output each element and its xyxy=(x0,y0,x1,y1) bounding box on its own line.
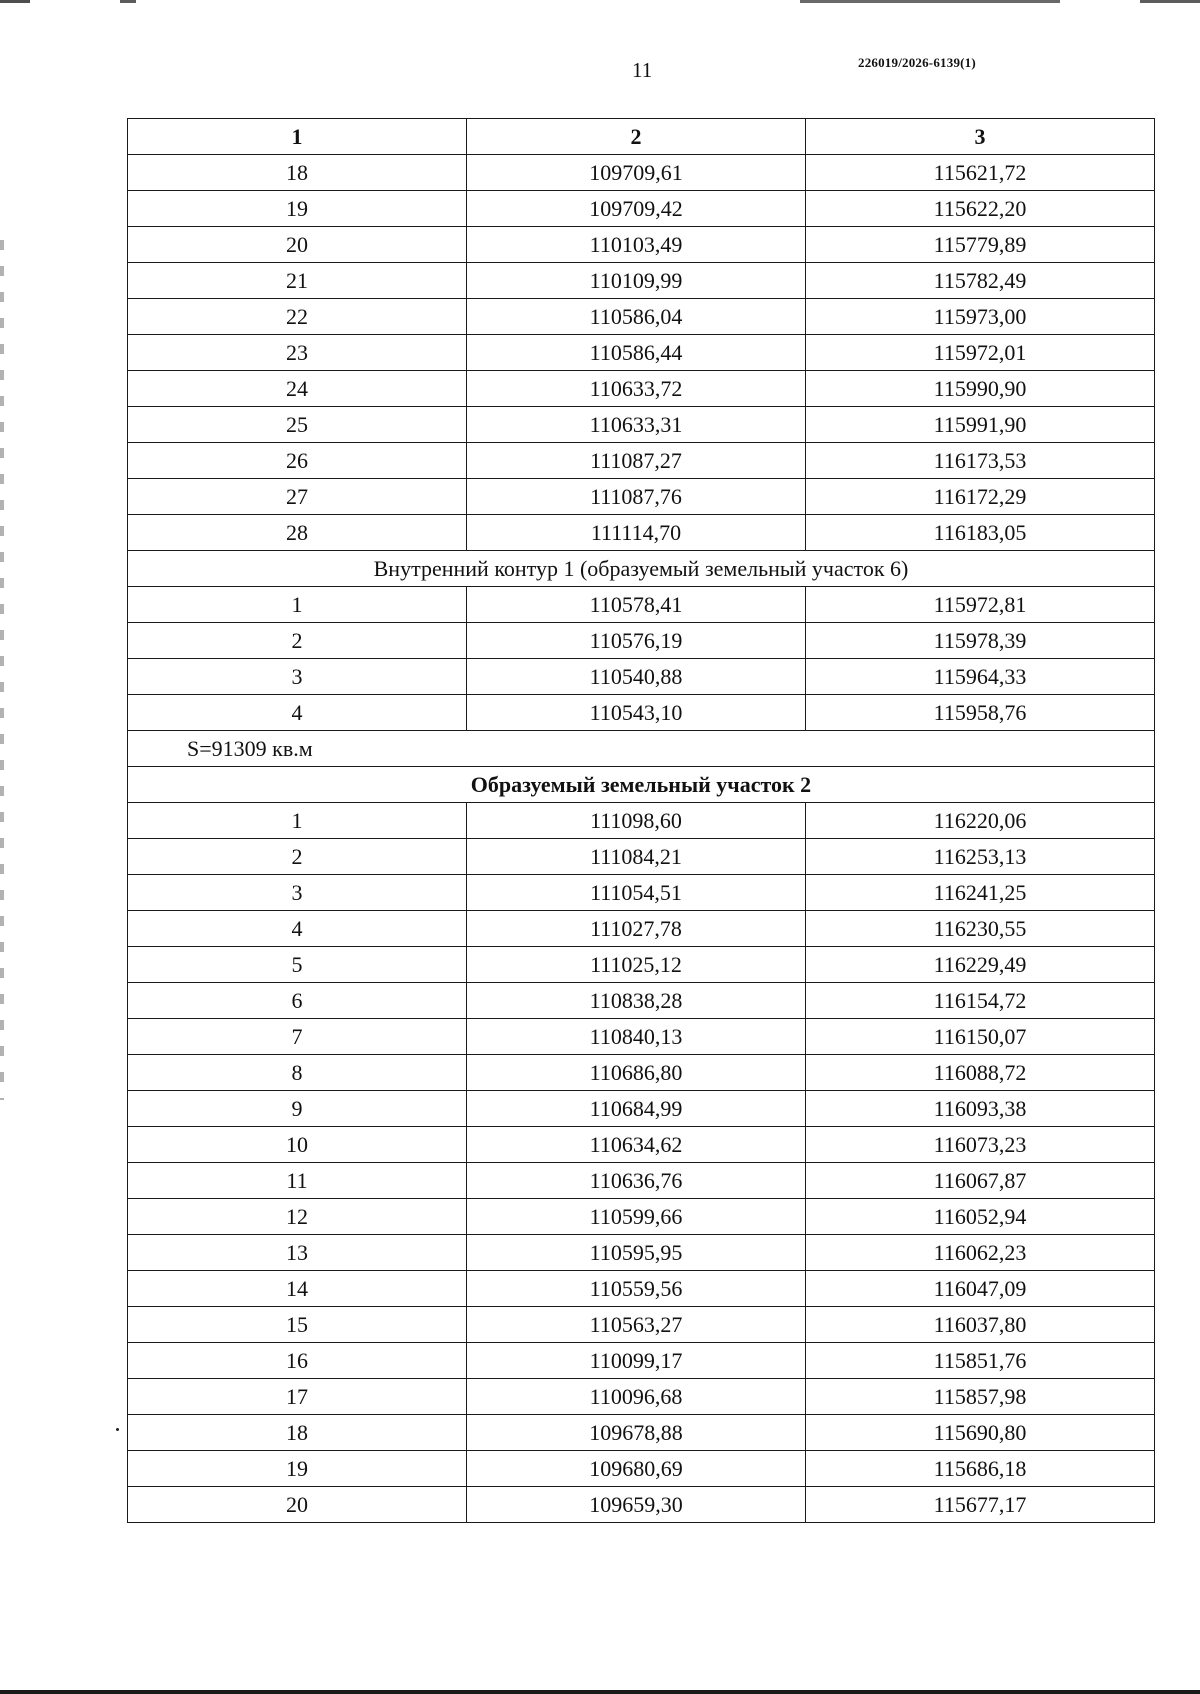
x-coordinate: 110543,10 xyxy=(467,695,806,731)
table-row xyxy=(128,1235,1155,1271)
point-number: 12 xyxy=(128,1199,467,1235)
x-coordinate: 111054,51 xyxy=(467,875,806,911)
x-coordinate: 110109,99 xyxy=(467,263,806,299)
table-row xyxy=(128,1163,1155,1199)
table-row xyxy=(128,1055,1155,1091)
y-coordinate: 115958,76 xyxy=(806,695,1155,731)
x-coordinate: 110686,80 xyxy=(467,1055,806,1091)
inner-contour-title-row xyxy=(128,551,1155,587)
scan-left-edge xyxy=(0,240,4,1100)
x-coordinate: 110578,41 xyxy=(467,587,806,623)
x-coordinate: 110636,76 xyxy=(467,1163,806,1199)
table-row xyxy=(128,1307,1155,1343)
y-coordinate: 115677,17 xyxy=(806,1487,1155,1523)
point-number: 16 xyxy=(128,1343,467,1379)
point-number: 10 xyxy=(128,1127,467,1163)
x-coordinate: 111025,12 xyxy=(467,947,806,983)
table-row xyxy=(128,1127,1155,1163)
x-coordinate: 111114,70 xyxy=(467,515,806,551)
point-number: 3 xyxy=(128,659,467,695)
point-number: 20 xyxy=(128,227,467,263)
y-coordinate: 116093,38 xyxy=(806,1091,1155,1127)
y-coordinate: 116230,55 xyxy=(806,911,1155,947)
point-number: 26 xyxy=(128,443,467,479)
x-coordinate: 110634,62 xyxy=(467,1127,806,1163)
x-coordinate: 110840,13 xyxy=(467,1019,806,1055)
table-row xyxy=(128,947,1155,983)
table-row xyxy=(128,263,1155,299)
x-coordinate: 111087,27 xyxy=(467,443,806,479)
point-number: 14 xyxy=(128,1271,467,1307)
table-row xyxy=(128,839,1155,875)
y-coordinate: 115686,18 xyxy=(806,1451,1155,1487)
point-number: 13 xyxy=(128,1235,467,1271)
coordinates-table-body xyxy=(128,119,1155,1523)
scan-speck xyxy=(116,1428,119,1431)
y-coordinate: 115621,72 xyxy=(806,155,1155,191)
y-coordinate: 116183,05 xyxy=(806,515,1155,551)
x-coordinate: 110576,19 xyxy=(467,623,806,659)
y-coordinate: 115690,80 xyxy=(806,1415,1155,1451)
table-row xyxy=(128,1271,1155,1307)
column-header-y: 3 xyxy=(806,119,1155,155)
y-coordinate: 116062,23 xyxy=(806,1235,1155,1271)
x-coordinate: 110838,28 xyxy=(467,983,806,1019)
point-number: 11 xyxy=(128,1163,467,1199)
y-coordinate: 115990,90 xyxy=(806,371,1155,407)
table-row xyxy=(128,371,1155,407)
x-coordinate: 110103,49 xyxy=(467,227,806,263)
area-value: S=91309 кв.м xyxy=(128,731,1155,767)
point-number: 27 xyxy=(128,479,467,515)
point-number: 5 xyxy=(128,947,467,983)
x-coordinate: 110633,72 xyxy=(467,371,806,407)
table-row xyxy=(128,1415,1155,1451)
x-coordinate: 110096,68 xyxy=(467,1379,806,1415)
point-number: 1 xyxy=(128,587,467,623)
y-coordinate: 116220,06 xyxy=(806,803,1155,839)
point-number: 20 xyxy=(128,1487,467,1523)
table-row xyxy=(128,1019,1155,1055)
y-coordinate: 116047,09 xyxy=(806,1271,1155,1307)
inner-contour-title: Внутренний контур 1 (образуемый земельный участок 6) xyxy=(128,551,1155,587)
y-coordinate: 116150,07 xyxy=(806,1019,1155,1055)
point-number: 7 xyxy=(128,1019,467,1055)
point-number: 8 xyxy=(128,1055,467,1091)
y-coordinate: 115851,76 xyxy=(806,1343,1155,1379)
y-coordinate: 116172,29 xyxy=(806,479,1155,515)
table-header-row xyxy=(128,119,1155,155)
table-row xyxy=(128,479,1155,515)
point-number: 18 xyxy=(128,1415,467,1451)
table-row xyxy=(128,911,1155,947)
x-coordinate: 110099,17 xyxy=(467,1343,806,1379)
table-row xyxy=(128,1379,1155,1415)
x-coordinate: 109678,88 xyxy=(467,1415,806,1451)
y-coordinate: 115857,98 xyxy=(806,1379,1155,1415)
coordinates-table xyxy=(127,118,1155,1523)
column-header-x: 2 xyxy=(467,119,806,155)
table-row xyxy=(128,1343,1155,1379)
table-row xyxy=(128,515,1155,551)
y-coordinate: 115779,89 xyxy=(806,227,1155,263)
y-coordinate: 115972,01 xyxy=(806,335,1155,371)
table-row xyxy=(128,1451,1155,1487)
point-number: 9 xyxy=(128,1091,467,1127)
x-coordinate: 110586,04 xyxy=(467,299,806,335)
table-row xyxy=(128,1091,1155,1127)
y-coordinate: 116173,53 xyxy=(806,443,1155,479)
table-row xyxy=(128,875,1155,911)
point-number: 19 xyxy=(128,191,467,227)
table-row xyxy=(128,983,1155,1019)
x-coordinate: 109709,61 xyxy=(467,155,806,191)
y-coordinate: 115978,39 xyxy=(806,623,1155,659)
x-coordinate: 111084,21 xyxy=(467,839,806,875)
page-number: 11 xyxy=(632,58,653,82)
point-number: 1 xyxy=(128,803,467,839)
y-coordinate: 116037,80 xyxy=(806,1307,1155,1343)
table-row xyxy=(128,587,1155,623)
point-number: 3 xyxy=(128,875,467,911)
point-number: 17 xyxy=(128,1379,467,1415)
point-number: 6 xyxy=(128,983,467,1019)
point-number: 18 xyxy=(128,155,467,191)
x-coordinate: 111098,60 xyxy=(467,803,806,839)
scan-top-edge xyxy=(0,0,1200,3)
point-number: 2 xyxy=(128,623,467,659)
x-coordinate: 110633,31 xyxy=(467,407,806,443)
table-row xyxy=(128,659,1155,695)
y-coordinate: 116052,94 xyxy=(806,1199,1155,1235)
table-row xyxy=(128,803,1155,839)
x-coordinate: 109659,30 xyxy=(467,1487,806,1523)
y-coordinate: 116241,25 xyxy=(806,875,1155,911)
y-coordinate: 116088,72 xyxy=(806,1055,1155,1091)
section-title-row xyxy=(128,767,1155,803)
x-coordinate: 109709,42 xyxy=(467,191,806,227)
point-number: 22 xyxy=(128,299,467,335)
y-coordinate: 116067,87 xyxy=(806,1163,1155,1199)
x-coordinate: 111087,76 xyxy=(467,479,806,515)
table-row xyxy=(128,227,1155,263)
x-coordinate: 109680,69 xyxy=(467,1451,806,1487)
x-coordinate: 111027,78 xyxy=(467,911,806,947)
table-row xyxy=(128,695,1155,731)
x-coordinate: 110586,44 xyxy=(467,335,806,371)
x-coordinate: 110540,88 xyxy=(467,659,806,695)
point-number: 25 xyxy=(128,407,467,443)
table-row xyxy=(128,335,1155,371)
table-row xyxy=(128,191,1155,227)
table-row xyxy=(128,1487,1155,1523)
y-coordinate: 115782,49 xyxy=(806,263,1155,299)
scan-bottom-edge xyxy=(0,1690,1200,1694)
table-row xyxy=(128,407,1155,443)
column-header-point: 1 xyxy=(128,119,467,155)
table-row xyxy=(128,1199,1155,1235)
point-number: 15 xyxy=(128,1307,467,1343)
x-coordinate: 110595,95 xyxy=(467,1235,806,1271)
table-row xyxy=(128,443,1155,479)
document-number: 226019/2026-6139(1) xyxy=(858,55,976,70)
area-row xyxy=(128,731,1155,767)
point-number: 24 xyxy=(128,371,467,407)
point-number: 21 xyxy=(128,263,467,299)
y-coordinate: 116253,13 xyxy=(806,839,1155,875)
point-number: 2 xyxy=(128,839,467,875)
point-number: 28 xyxy=(128,515,467,551)
y-coordinate: 115972,81 xyxy=(806,587,1155,623)
y-coordinate: 115991,90 xyxy=(806,407,1155,443)
y-coordinate: 115973,00 xyxy=(806,299,1155,335)
section-title: Образуемый земельный участок 2 xyxy=(128,767,1155,803)
table-row xyxy=(128,623,1155,659)
point-number: 19 xyxy=(128,1451,467,1487)
y-coordinate: 115622,20 xyxy=(806,191,1155,227)
x-coordinate: 110684,99 xyxy=(467,1091,806,1127)
y-coordinate: 116229,49 xyxy=(806,947,1155,983)
x-coordinate: 110563,27 xyxy=(467,1307,806,1343)
y-coordinate: 115964,33 xyxy=(806,659,1155,695)
x-coordinate: 110559,56 xyxy=(467,1271,806,1307)
table-row xyxy=(128,299,1155,335)
point-number: 4 xyxy=(128,911,467,947)
point-number: 23 xyxy=(128,335,467,371)
y-coordinate: 116073,23 xyxy=(806,1127,1155,1163)
table-row xyxy=(128,155,1155,191)
y-coordinate: 116154,72 xyxy=(806,983,1155,1019)
point-number: 4 xyxy=(128,695,467,731)
x-coordinate: 110599,66 xyxy=(467,1199,806,1235)
